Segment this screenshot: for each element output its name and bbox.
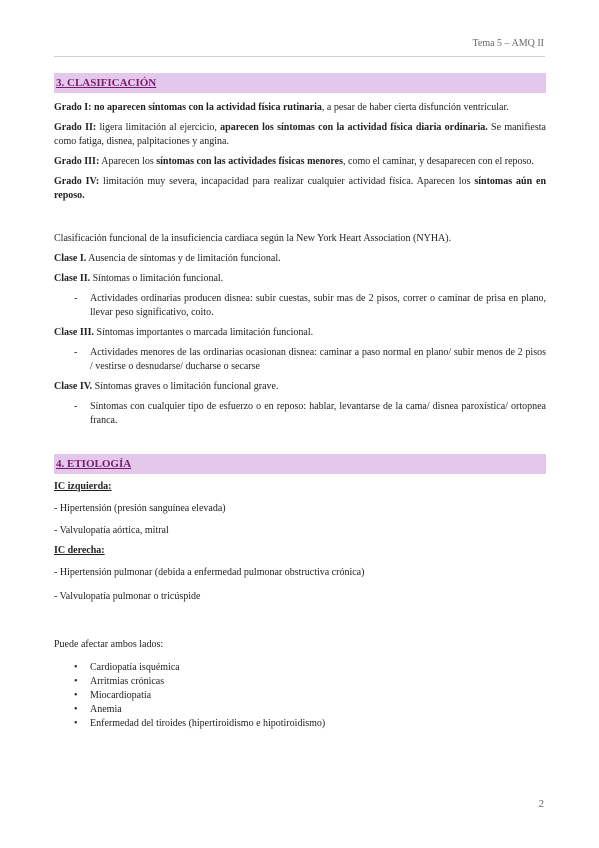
clase-detail-text: Actividades ordinarias producen disnea: subir cuestas, subir mas de 2 pisos, correr o caminar de prisa en plano, llevar peso significativo, coito. — [90, 293, 546, 318]
grado-pre-text: ligera limitación al ejercicio, — [96, 122, 221, 133]
ic-derecha-item: - Hipertensión pulmonar (debida a enfermedad pulmonar obstructiva crónica) — [54, 567, 365, 578]
grado-label: Grado I: — [54, 102, 92, 113]
bullet-icon: • — [74, 662, 78, 673]
grado-label: Grado III: — [54, 156, 100, 167]
ic-izquierda-item: - Hipertensión (presión sanguínea elevada) — [54, 503, 226, 514]
section-heading-clasificacion — [54, 73, 546, 93]
list-item-text: Arritmias crónicas — [90, 676, 165, 687]
dash-marker: - — [74, 347, 78, 358]
grado-bold-text: aparecen los síntomas con la actividad física diaria ordinaria. — [220, 122, 488, 133]
clase-label: Clase I. — [54, 253, 87, 264]
grado-text: Se manifiesta como fatiga, disnea, palpitaciones y angina. — [54, 122, 546, 147]
clase-3-detail — [74, 346, 546, 374]
grado-bold-text: síntomas aún en reposo. — [54, 176, 547, 201]
grado-bold-text: síntomas con las actividades físicas menores — [156, 156, 343, 167]
grado-pre-text: limitación muy severa, incapacidad para realizar cualquier actividad física. Aparecen los — [99, 176, 475, 187]
clase-detail-text: Síntomas con cualquier tipo de esfuerzo o en reposo: hablar, levantarse de la cama/ disnea paroxística/ ortopnea franca. — [90, 401, 546, 426]
grado-text: , como el caminar, y desaparecen con el reposo. — [343, 156, 534, 167]
list-item-text: Miocardiopatía — [90, 690, 152, 701]
grado-4-paragraph — [54, 175, 546, 203]
running-header: Tema 5 – AMQ II — [472, 38, 544, 49]
dash-marker: - — [74, 293, 78, 304]
dash-marker: - — [74, 401, 78, 412]
clase-2-detail — [74, 292, 546, 320]
nyha-intro: Clasificación funcional de la insuficiencia cardiaca según la New York Heart Association (NYHA). — [54, 233, 452, 244]
grado-3-paragraph — [54, 155, 546, 169]
clase-2 — [54, 272, 546, 286]
page-number: 2 — [538, 798, 544, 810]
clase-4 — [54, 380, 546, 394]
ambos-lados-intro: Puede afectar ambos lados: — [54, 639, 164, 650]
grado-label: Grado IV: — [54, 176, 100, 187]
bullet-icon: • — [74, 676, 78, 687]
clase-3 — [54, 326, 546, 340]
ic-derecha-heading: IC derecha: — [54, 545, 105, 556]
clase-1 — [54, 252, 546, 266]
ic-izquierda-heading: IC izquierda: — [54, 481, 112, 492]
grado-label: Grado II: — [54, 122, 97, 133]
list-item — [54, 703, 546, 717]
grado-bold-text: no aparecen síntomas con la actividad física rutinaria — [94, 102, 322, 113]
grado-1-paragraph — [54, 101, 546, 115]
bullet-icon: • — [74, 718, 78, 729]
clase-4-detail — [74, 400, 546, 428]
list-item-text: Enfermedad del tiroides (hipertiroidismo e hipotiroidismo) — [90, 718, 326, 729]
clase-text: Ausencia de síntomas y de limitación funcional. — [86, 253, 281, 264]
header-divider — [54, 56, 545, 57]
section-heading-etiologia — [54, 454, 546, 474]
list-item — [54, 717, 546, 731]
bullet-icon: • — [74, 704, 78, 715]
bullet-icon: • — [74, 690, 78, 701]
list-item-text: Cardiopatía isquémica — [90, 662, 180, 673]
clase-label: Clase III. — [54, 327, 95, 338]
clase-text: Síntomas graves o limitación funcional grave. — [92, 381, 279, 392]
clase-label: Clase IV. — [54, 381, 93, 392]
list-item — [54, 689, 546, 703]
section-heading-text: 3. CLASIFICACIÓN — [56, 77, 157, 89]
ic-izquierda-item: - Valvulopatía aórtica, mitral — [54, 525, 169, 536]
list-item — [54, 675, 546, 689]
page-content — [54, 70, 546, 731]
clase-label: Clase II. — [54, 273, 91, 284]
list-item-text: Anemia — [90, 704, 122, 715]
clase-detail-text: Actividades menores de las ordinarias ocasionan disnea: caminar a paso normal en plano/ subir menos de 2 pisos / vestirse o desnudarse/ ducharse o secarse — [90, 347, 546, 372]
grado-text: , a pesar de haber cierta disfunción ventricular. — [321, 102, 509, 113]
grado-pre-text: Aparecen los — [99, 156, 157, 167]
list-item — [54, 661, 546, 675]
ic-derecha-item: - Valvulopatía pulmonar o tricúspide — [54, 591, 201, 602]
ambos-lados-list — [54, 661, 546, 731]
grado-2-paragraph — [54, 121, 546, 149]
clase-text: Síntomas o limitación funcional. — [90, 273, 224, 284]
clase-text: Síntomas importantes o marcada limitación funcional. — [94, 327, 314, 338]
section-heading-text: 4. ETIOLOGÍA — [56, 458, 132, 470]
